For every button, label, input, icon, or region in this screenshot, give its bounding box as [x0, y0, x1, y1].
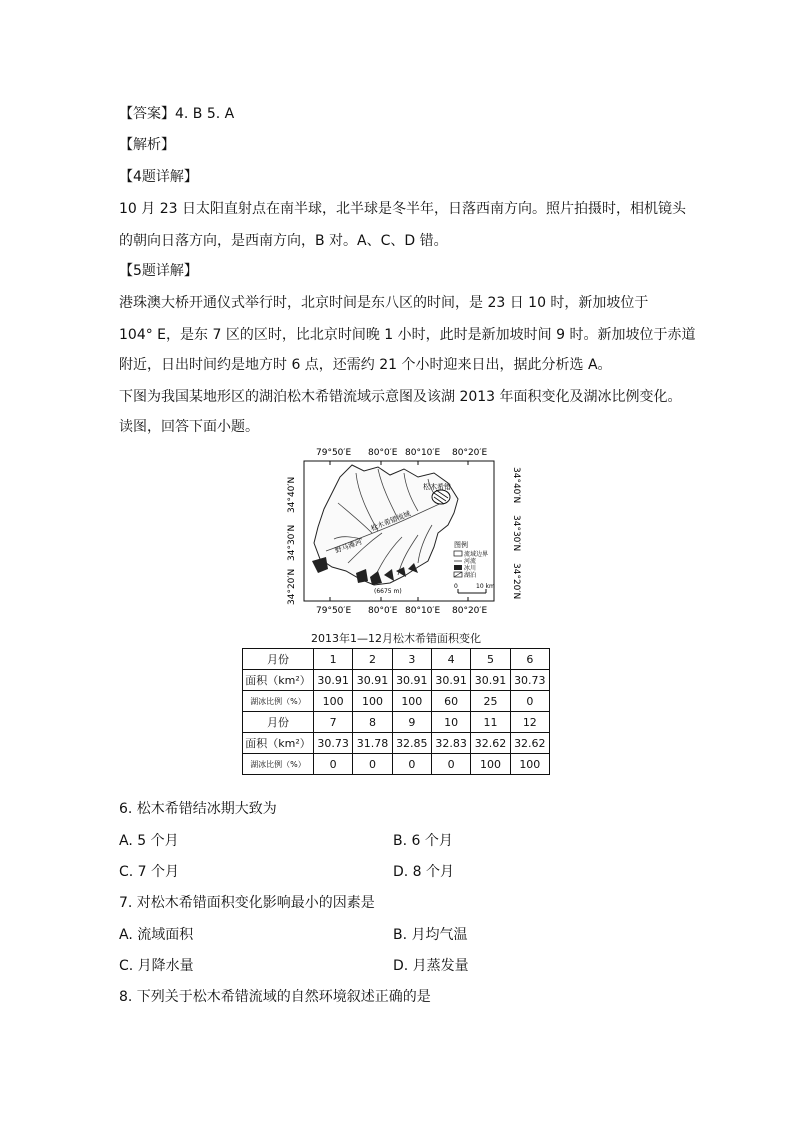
- table-cell: 32.85: [392, 733, 431, 754]
- top-label: 80°20′E: [452, 448, 488, 458]
- basin-map: [278, 443, 523, 618]
- table-cell: 30.91: [471, 670, 510, 691]
- table-row: [243, 712, 550, 733]
- peak-label: (6675 m): [374, 588, 402, 595]
- q7-option-b[interactable]: B. 月均气温: [393, 927, 468, 943]
- table-cell: 9: [392, 712, 431, 733]
- q7-stem: 7. 对松木希错面积变化影响最小的因素是: [119, 895, 375, 911]
- q6-stem: 6. 松木希错结冰期大致为: [119, 801, 277, 817]
- table-cell: 6: [510, 649, 549, 670]
- table-cell: 60: [431, 691, 470, 712]
- top-label: 80°10′E: [405, 448, 441, 458]
- table-cell: 4: [431, 649, 470, 670]
- row-label: 面积（km²）: [243, 670, 314, 691]
- table-cell: 32.62: [471, 733, 510, 754]
- table-cell: 32.83: [431, 733, 470, 754]
- scale-label: 10 km: [476, 583, 495, 590]
- q6-option-c[interactable]: C. 7 个月: [119, 864, 180, 880]
- bottom-label: 80°20′E: [452, 606, 488, 616]
- table-cell: 30.73: [314, 733, 353, 754]
- table-cell: 0: [392, 754, 431, 775]
- q4-text-line-2: 的朝向日落方向，是西南方向，B 对。A、C、D 错。: [119, 233, 448, 249]
- analysis-heading: 【解析】: [119, 137, 175, 153]
- q5-text-line-3: 附近，日出时间约是地方时 6 点，还需约 21 个小时迎来日出，据此分析选 A。: [119, 357, 612, 373]
- legend-item: 湖泊: [464, 572, 477, 579]
- table-cell: 30.91: [314, 670, 353, 691]
- intro-text-line-1: 下图为我国某地形区的湖泊松木希错流域示意图及该湖 2013 年面积变化及湖冰比例变化。: [119, 389, 682, 405]
- table-cell: 0: [431, 754, 470, 775]
- table-title: 2013年1—12月松木希错面积变化: [311, 632, 481, 645]
- table-row: [243, 691, 550, 712]
- table-cell: 3: [392, 649, 431, 670]
- legend-title: 图例: [454, 541, 468, 549]
- bottom-label: 80°0′E: [368, 606, 398, 616]
- q6-option-a[interactable]: A. 5 个月: [119, 833, 179, 849]
- table-cell: 100: [353, 691, 392, 712]
- intro-text-line-2: 读图，回答下面小题。: [119, 419, 259, 435]
- table-cell: 11: [471, 712, 510, 733]
- river-label: 松木希错流域: [369, 509, 412, 533]
- legend-item: 冰川: [464, 565, 477, 572]
- bottom-label: 79°50′E: [316, 606, 352, 616]
- table-cell: 0: [510, 691, 549, 712]
- table-row: [243, 670, 550, 691]
- table-cell: 100: [392, 691, 431, 712]
- scale-label: 0: [454, 583, 458, 590]
- legend-item: 流域边界: [464, 551, 489, 558]
- table-cell: 30.73: [510, 670, 549, 691]
- table-row: [243, 754, 550, 775]
- q7-option-c[interactable]: C. 月降水量: [119, 958, 194, 974]
- q5-text-line-1: 港珠澳大桥开通仪式举行时，北京时间是东八区的时间，是 23 日 10 时，新加坡位于: [119, 295, 649, 311]
- row-label: 湖冰比例（%）: [243, 691, 314, 712]
- left-label: 34°40′N: [287, 476, 297, 513]
- q5-text-line-2: 104° E，是东 7 区的区时，比北京时间晚 1 小时，此时是新加坡时间 9 时。新加坡位于赤道: [119, 327, 696, 343]
- table-cell: 5: [471, 649, 510, 670]
- river-label: 野马滩河: [333, 537, 363, 555]
- table-cell: 100: [471, 754, 510, 775]
- lake: [432, 490, 450, 504]
- table-row: [243, 733, 550, 754]
- q7-option-d[interactable]: D. 月蒸发量: [393, 958, 469, 974]
- legend-item: 河流: [464, 558, 477, 565]
- q6-option-d[interactable]: D. 8 个月: [393, 864, 455, 880]
- q5-heading: 【5题详解】: [119, 263, 198, 279]
- left-label: 34°30′N: [287, 524, 297, 561]
- table-cell: 2: [353, 649, 392, 670]
- q7-option-a[interactable]: A. 流域面积: [119, 927, 194, 943]
- lake-label: 松木希错: [423, 483, 451, 491]
- top-label: 80°0′E: [368, 448, 398, 458]
- answer-line: 【答案】4. B 5. A: [119, 106, 235, 122]
- q4-heading: 【4题详解】: [119, 169, 198, 185]
- table-cell: 25: [471, 691, 510, 712]
- table-cell: 1: [314, 649, 353, 670]
- right-label: 34°20′N: [511, 563, 521, 600]
- top-label: 79°50′E: [316, 448, 352, 458]
- scale-bar: [454, 583, 495, 593]
- table-cell: 0: [314, 754, 353, 775]
- table-cell: 12: [510, 712, 549, 733]
- table-cell: 7: [314, 712, 353, 733]
- row-label: 面积（km²）: [243, 733, 314, 754]
- table-cell: 100: [314, 691, 353, 712]
- q6-option-b[interactable]: B. 6 个月: [393, 833, 453, 849]
- table-cell: 31.78: [353, 733, 392, 754]
- q4-text-line-1: 10 月 23 日太阳直射点在南半球，北半球是冬半年，日落西南方向。照片拍摄时，相机镜头: [119, 201, 686, 217]
- table-cell: 0: [353, 754, 392, 775]
- table-cell: 32.62: [510, 733, 549, 754]
- table-cell: 10: [431, 712, 470, 733]
- table-cell: 30.91: [431, 670, 470, 691]
- table-row: [243, 649, 550, 670]
- q8-stem: 8. 下列关于松木希错流域的自然环境叙述正确的是: [119, 989, 431, 1005]
- right-label: 34°40′N: [511, 467, 521, 504]
- map-legend: [454, 540, 488, 579]
- row-label: 湖冰比例（%）: [243, 754, 314, 775]
- table-cell: 100: [510, 754, 549, 775]
- row-label: 月份: [243, 712, 314, 733]
- right-label: 34°30′N: [511, 515, 521, 552]
- lake-area-table: [242, 648, 550, 775]
- table-cell: 8: [353, 712, 392, 733]
- table-cell: 30.91: [353, 670, 392, 691]
- table-cell: 30.91: [392, 670, 431, 691]
- row-label: 月份: [243, 649, 314, 670]
- bottom-label: 80°10′E: [405, 606, 441, 616]
- left-label: 34°20′N: [287, 568, 297, 605]
